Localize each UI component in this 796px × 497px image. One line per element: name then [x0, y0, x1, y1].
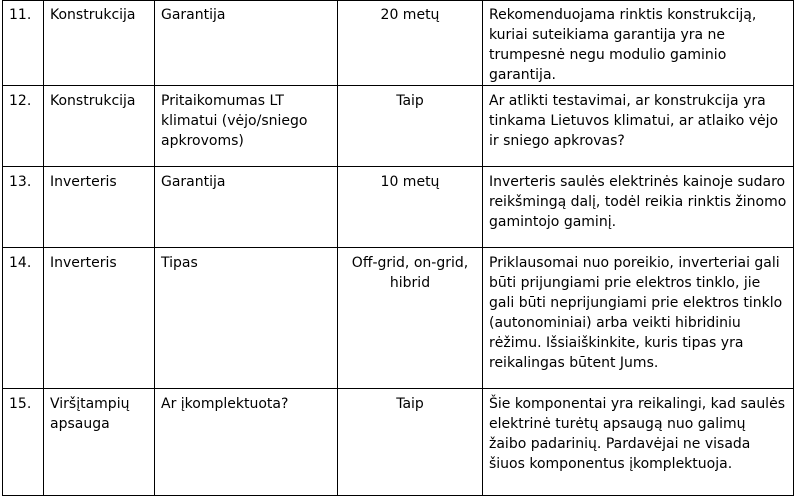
criterion-cell: Garantija [155, 167, 338, 248]
component-cell: Inverteris [44, 167, 155, 248]
row-number: 14. [3, 248, 44, 389]
explanation-cell: Ar atlikti testavimai, ar konstrukcija yra tinkama Lietuvos klimatui, ar atlaiko vėjo ir sniego apkrovas? [483, 86, 794, 167]
criterion-cell: Garantija [155, 1, 338, 86]
table-row [3, 1, 794, 86]
explanation-cell: Inverteris saulės elektrinės kainoje sudaro reikšmingą dalį, todėl reikia rinktis žinomo gamintojo gaminį. [483, 167, 794, 248]
criterion-cell: Pritaikomumas LT klimatui (vėjo/sniego apkrovoms) [155, 86, 338, 167]
row-number: 13. [3, 167, 44, 248]
table-row [3, 167, 794, 248]
value-cell: 10 metų [338, 167, 483, 248]
table-row [3, 389, 794, 496]
component-cell: Konstrukcija [44, 86, 155, 167]
component-cell: Konstrukcija [44, 1, 155, 86]
row-number: 15. [3, 389, 44, 496]
table-row [3, 86, 794, 167]
criterion-cell: Ar įkomplektuota? [155, 389, 338, 496]
component-cell: Inverteris [44, 248, 155, 389]
table-row [3, 248, 794, 389]
value-cell: Off-grid, on-grid, hibrid [338, 248, 483, 389]
row-number: 11. [3, 1, 44, 86]
row-number: 12. [3, 86, 44, 167]
requirements-table [2, 0, 794, 496]
value-cell: 20 metų [338, 1, 483, 86]
explanation-cell: Šie komponentai yra reikalingi, kad saulės elektrinė turėtų apsaugą nuo galimų žaibo padarinių. Pardavėjai ne visada šiuos komponentus įkomplektuoja. [483, 389, 794, 496]
value-cell: Taip [338, 86, 483, 167]
component-cell: Viršįtampių apsauga [44, 389, 155, 496]
explanation-cell: Priklausomai nuo poreikio, inverteriai gali būti prijungiami prie elektros tinklo, jie gali būti neprijungiami prie elektros tinklo (autonominiai) arba veikti hibridiniu rėžimu. Išsiaiškinkite, kuris tipas yra reikalingas būtent Jums. [483, 248, 794, 389]
criterion-cell: Tipas [155, 248, 338, 389]
explanation-cell: Rekomenduojama rinktis konstrukciją, kuriai suteikiama garantija yra ne trumpesnė negu modulio gaminio garantija. [483, 1, 794, 86]
value-cell: Taip [338, 389, 483, 496]
